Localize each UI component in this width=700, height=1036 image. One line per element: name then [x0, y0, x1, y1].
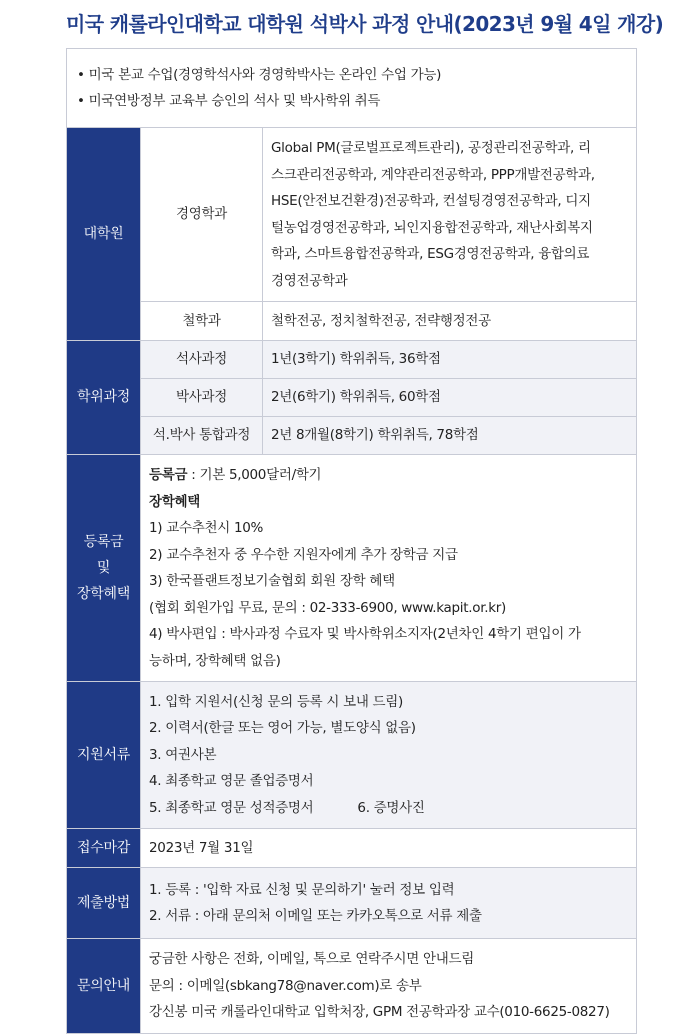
tuition-fee-label: 등록금: [149, 467, 188, 483]
intro-bullets: [67, 49, 637, 128]
graduate-business-row: [67, 128, 637, 302]
integrated-label: 석.박사 통합과정: [141, 417, 263, 455]
inquiry-line: 문의 : 이메일(sbkang78@naver.com)로 송부: [149, 977, 422, 994]
bullet-accreditation: • 미국연방정부 교육부 승인의 석사 및 박사학위 취득: [77, 93, 381, 109]
scholarship-title: 장학혜택: [149, 493, 200, 510]
masters-label: 석사과정: [141, 341, 263, 379]
graduate-header: 대학원: [67, 128, 141, 341]
business-majors-line: 털농업경영전공학과, 뇌인지융합전공학과, 재난사회복지: [271, 219, 593, 236]
doctoral-value: 2년(6학기) 학위취득, 60학점: [263, 379, 637, 417]
documents-header: 지원서류: [67, 682, 141, 829]
tuition-fee: [149, 462, 628, 489]
philosophy-label: 철학과: [141, 302, 263, 341]
scholarship-line: 3) 한국플랜트정보기술협회 회원 장학 혜택: [149, 573, 395, 589]
intro-row: [67, 49, 637, 128]
scholarship-line: (협회 회원가입 무료, 문의 : 02-333-6900, www.kapit.or.kr): [149, 599, 506, 616]
scholarship-line: 1) 교수추천시 10%: [149, 520, 264, 536]
documents-row: [67, 682, 637, 829]
business-majors-line: 학과, 스마트융합전공학과, ESG경영전공학과, 융합의료: [271, 246, 590, 262]
document-item: 1. 입학 지원서(신청 문의 등록 시 보내 드림): [149, 693, 404, 710]
submission-item: 1. 등록 : '입학 자료 신청 및 문의하기' 눌러 정보 입력: [149, 881, 455, 898]
degree-row: [67, 417, 637, 455]
business-majors-line: Global PM(글로벌프로젝트관리), 공정관리전공학과, 리: [271, 140, 591, 156]
scholarship-line: 2) 교수추천자 중 우수한 지원자에게 추가 장학금 지급: [149, 546, 458, 563]
tuition-row: [67, 455, 637, 682]
submission-item: 2. 서류 : 아래 문의처 이메일 또는 카카오톡으로 서류 제출: [149, 908, 482, 924]
tuition-header: [67, 455, 141, 682]
integrated-value: 2년 8개월(8학기) 학위취득, 78학점: [263, 417, 637, 455]
document-item: 3. 여권사본: [149, 746, 217, 763]
business-majors: [263, 128, 637, 302]
business-majors-line: HSE(안전보건환경)전공학과, 컨설팅경영전공학과, 디지: [271, 193, 591, 209]
business-label: 경영학과: [141, 128, 263, 302]
tuition-header-line: 등록금 및: [83, 534, 124, 576]
business-majors-line: 스크관리전공학과, 계약관리전공학과, PPP개발전공학과,: [271, 166, 595, 183]
scholarship-line: 능하며, 장학혜택 없음): [149, 652, 281, 669]
deadline-header: 접수마감: [67, 829, 141, 868]
document-item: 2. 이력서(한글 또는 영어 가능, 별도양식 없음): [149, 720, 416, 737]
submission-header: 제출방법: [67, 868, 141, 939]
graduate-philosophy-row: [67, 302, 637, 341]
inquiry-line: 궁금한 사항은 전화, 이메일, 톡으로 연락주시면 안내드림: [149, 951, 474, 968]
inquiry-header: 문의안내: [67, 939, 141, 1034]
tuition-content: [141, 455, 637, 682]
document-item: 6. 증명사진: [357, 799, 425, 816]
bullet-online-class: • 미국 본교 수업(경영학석사와 경영학박사는 온라인 수업 가능): [77, 67, 442, 83]
documents-content: [141, 682, 637, 829]
document-item: 5. 최종학교 영문 성적증명서: [149, 799, 314, 816]
tuition-header-line: 장학혜택: [77, 586, 130, 602]
inquiry-content: [141, 939, 637, 1034]
degree-header: 학위과정: [67, 341, 141, 455]
document-item-pair: [149, 795, 628, 822]
philosophy-majors: 철학전공, 정치철학전공, 전략행정전공: [263, 302, 637, 341]
deadline-value: 2023년 7월 31일: [141, 829, 637, 868]
inquiry-line: 강신봉 미국 캐롤라인대학교 입학처장, GPM 전공학과장 교수(010-6625-0827): [149, 1004, 610, 1021]
business-majors-line: 경영전공학과: [271, 272, 348, 289]
degree-row: [67, 341, 637, 379]
scholarship-line: 4) 박사편입 : 박사과정 수료자 및 박사학위소지자(2년차인 4학기 편입이 가: [149, 626, 581, 642]
page-title: 미국 캐롤라인대학교 대학원 석박사 과정 안내(2023년 9월 4일 개강): [66, 12, 664, 36]
degree-row: [67, 379, 637, 417]
tuition-fee-value: : 기본 5,000달러/학기: [187, 467, 322, 483]
deadline-row: [67, 829, 637, 868]
info-table: [66, 48, 637, 1034]
doctoral-label: 박사과정: [141, 379, 263, 417]
inquiry-row: [67, 939, 637, 1034]
submission-content: [141, 868, 637, 939]
document-item: 4. 최종학교 영문 졸업증명서: [149, 773, 314, 790]
masters-value: 1년(3학기) 학위취득, 36학점: [263, 341, 637, 379]
submission-row: [67, 868, 637, 939]
